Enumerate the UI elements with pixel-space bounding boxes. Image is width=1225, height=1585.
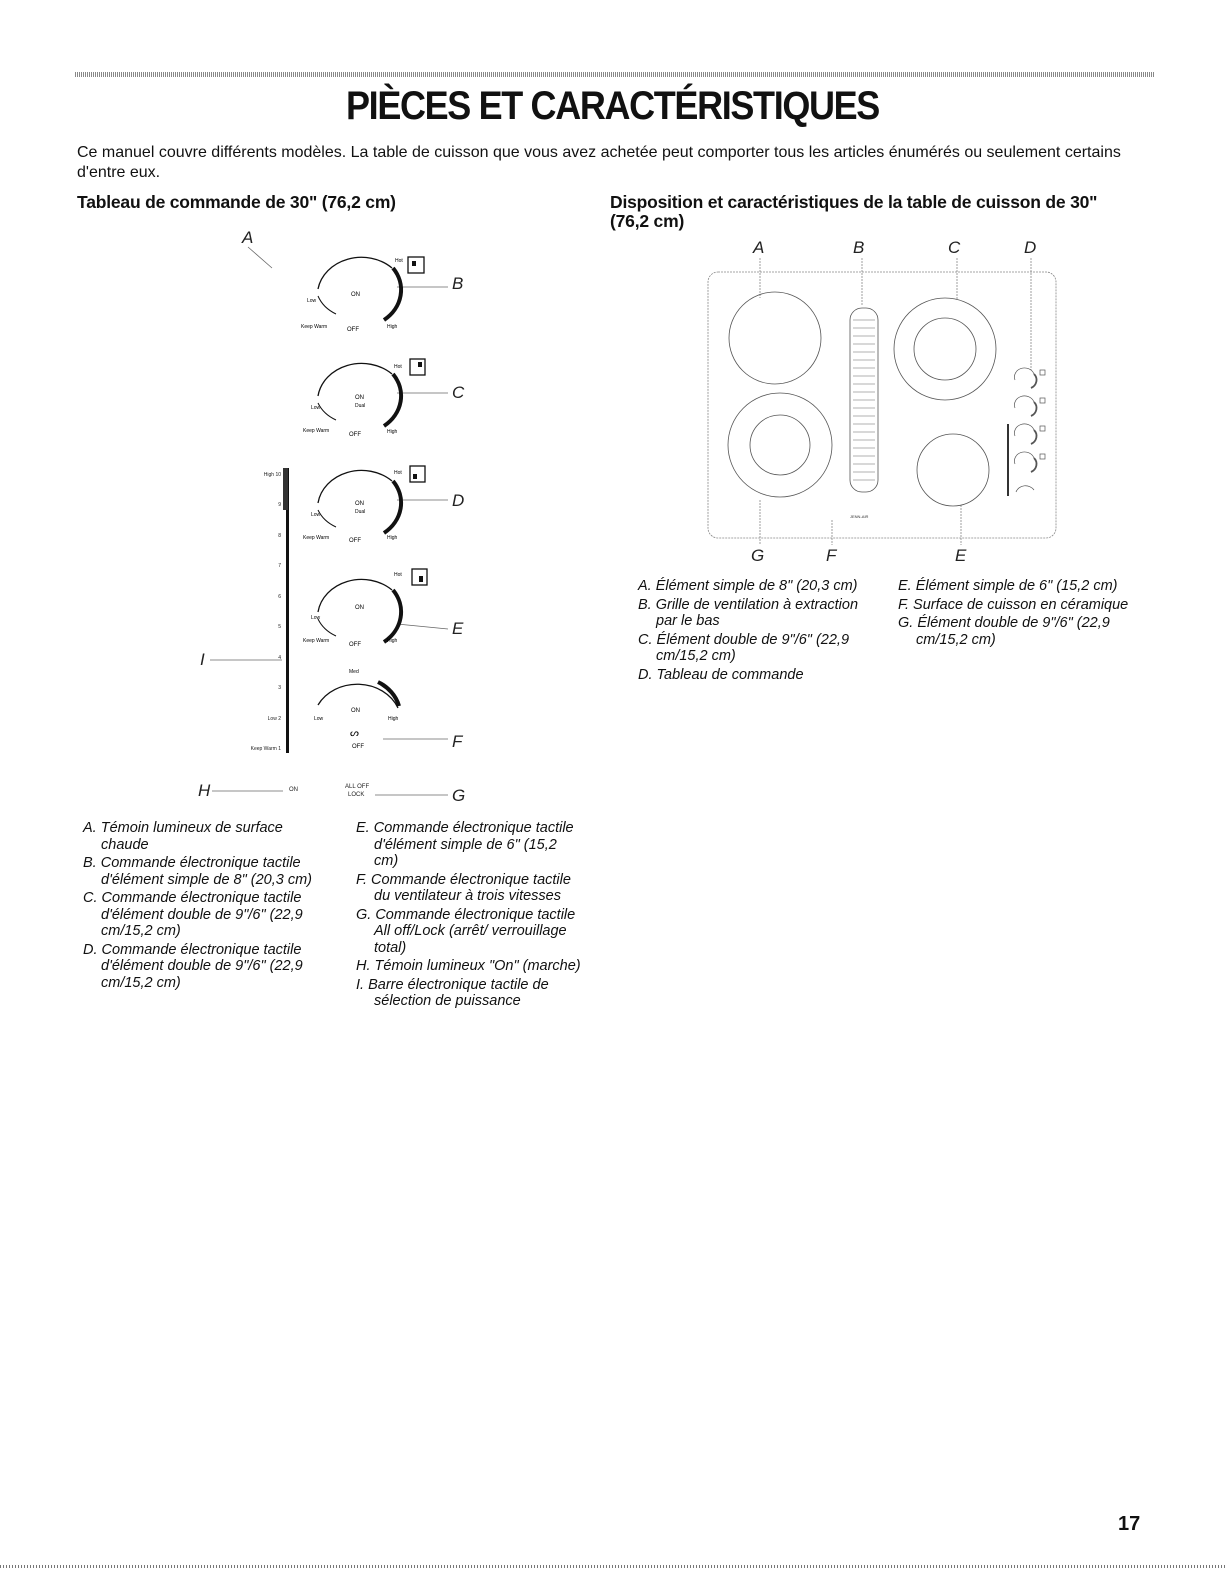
brand-mark: JENN-AIR: [850, 514, 869, 519]
svg-text:Hot: Hot: [394, 572, 402, 578]
legend-item: G. Élément double de 9"/6" (22,9 cm/15,2 cm): [898, 615, 1110, 648]
svg-text:High: High: [387, 429, 398, 435]
svg-text:OFF: OFF: [349, 432, 361, 438]
element-C-inner: [914, 318, 976, 380]
callout-letters: [198, 228, 465, 805]
svg-text:ALL OFF: ALL OFF: [345, 784, 370, 790]
svg-text:3: 3: [278, 685, 281, 691]
svg-text:High: High: [388, 716, 399, 722]
vent-slats: [853, 320, 875, 480]
page-number: 17: [1118, 1513, 1141, 1535]
legend-item: I. Barre électronique tactile de sélection de puissance: [356, 976, 549, 1009]
svg-text:9: 9: [278, 502, 281, 508]
cooktop-legend-col1: [638, 578, 878, 685]
callout-D: D: [452, 491, 465, 510]
svg-text:Keep Warm: Keep Warm: [303, 428, 330, 434]
page-title: PIÈCES ET CARACTÉRISTIQUES: [346, 84, 879, 128]
callout-E: E: [452, 619, 464, 638]
svg-text:Low 2: Low 2: [267, 716, 281, 722]
cooktop-layout-diagram: [700, 232, 1070, 567]
svg-text:OFF: OFF: [349, 642, 361, 648]
svg-text:High 10: High 10: [263, 472, 281, 478]
legend-item: F. Commande électronique tactile du ventilateur à trois vitesses: [356, 871, 571, 904]
top-rule: [75, 72, 1155, 77]
svg-text:ON: ON: [351, 708, 360, 714]
svg-text:Dual: Dual: [355, 509, 366, 515]
legend-item: D. Commande électronique tactile d'élément double de 9"/6" (22,9 cm/15,2 cm): [83, 941, 303, 991]
svg-text:ON: ON: [355, 395, 364, 401]
bottom-rule: [0, 1565, 1225, 1568]
control-C: [303, 359, 425, 438]
element-E: [917, 434, 989, 506]
svg-text:Low: Low: [311, 615, 321, 621]
element-C-outer: [894, 298, 996, 400]
control-panel-diagram: [170, 222, 500, 812]
leader-lines: [210, 247, 448, 795]
svg-text:High: High: [387, 324, 398, 330]
control-E: [303, 569, 427, 648]
svg-text:LOCK: LOCK: [348, 792, 365, 798]
control-legend-col2: [356, 820, 581, 1012]
element-G-inner: [750, 415, 810, 475]
callout-C: C: [452, 383, 465, 402]
svg-text:ON: ON: [289, 787, 298, 793]
power-bar: [251, 468, 289, 753]
callout-A: A: [242, 228, 254, 247]
cooktop-legend-col2: [898, 578, 1148, 650]
left-section-heading: Tableau de commande de 30" (76,2 cm): [77, 192, 396, 212]
cooktop-callout-G: G: [751, 546, 765, 565]
svg-text:7: 7: [278, 563, 281, 569]
cooktop-surface: [708, 272, 1056, 538]
svg-text:ON: ON: [355, 605, 364, 611]
svg-text:Keep Warm: Keep Warm: [301, 324, 328, 330]
svg-text:8: 8: [278, 533, 281, 539]
control-D: [303, 466, 425, 544]
cooktop-callout-B: B: [853, 238, 865, 257]
svg-text:Low: Low: [311, 512, 321, 518]
svg-text:Med: Med: [349, 669, 359, 675]
svg-text:Hot: Hot: [394, 470, 402, 476]
legend-item: G. Commande électronique tactile All off/Lock (arrêt/ verrouillage total): [356, 906, 576, 956]
callout-B: B: [452, 274, 464, 293]
cooktop-callout-C: C: [948, 238, 961, 257]
bottom-controls: [289, 784, 369, 798]
svg-text:Hot: Hot: [394, 364, 402, 370]
svg-text:OFF: OFF: [347, 327, 359, 333]
control-F: [314, 669, 399, 750]
callout-F: F: [452, 732, 463, 751]
svg-text:Keep Warm: Keep Warm: [303, 638, 330, 644]
cooktop-callout-A: A: [753, 238, 765, 257]
callout-H: H: [198, 781, 211, 800]
svg-text:OFF: OFF: [349, 538, 361, 544]
cooktop-callout-D: D: [1024, 238, 1037, 257]
right-section-heading: Disposition et caractéristiques de la table de cuisson de 30" (76,2 cm): [610, 192, 1098, 231]
svg-text:OFF: OFF: [352, 744, 364, 750]
legend-item: B. Commande électronique tactile d'élément simple de 8" (20,3 cm): [83, 855, 313, 888]
intro-paragraph: Ce manuel couvre différents modèles. La table de cuisson que vous avez achetée peut comporter tous les articles énumérés ou seulement certains d'entre eux.: [77, 144, 1121, 181]
cooktop-callouts: [751, 238, 1036, 565]
legend-item: C. Élément double de 9"/6" (22,9 cm/15,2 cm): [638, 631, 850, 664]
legend-item: D. Tableau de commande: [638, 666, 804, 683]
legend-item: B. Grille de ventilation à extraction par le bas: [638, 596, 859, 629]
svg-text:4: 4: [278, 655, 281, 661]
legend-item: A. Élément simple de 8" (20,3 cm): [638, 578, 858, 594]
svg-text:ON: ON: [355, 501, 364, 507]
svg-text:Keep Warm: Keep Warm: [303, 535, 330, 541]
callout-I: I: [200, 650, 205, 669]
cooktop-callout-E: E: [955, 546, 967, 565]
element-A: [729, 292, 821, 384]
legend-item: E. Élément simple de 6" (15,2 cm): [898, 578, 1118, 594]
svg-text:High: High: [387, 535, 398, 541]
svg-text:Dual: Dual: [355, 403, 366, 409]
cooktop-callout-F: F: [826, 546, 837, 565]
control-legend-col1: [83, 820, 333, 993]
legend-item: H. Témoin lumineux "On" (marche): [356, 958, 581, 974]
legend-item: F. Surface de cuisson en céramique: [898, 596, 1129, 613]
svg-text:High: High: [387, 638, 398, 644]
svg-text:5: 5: [278, 624, 281, 630]
svg-text:ON: ON: [351, 292, 360, 298]
svg-text:6: 6: [278, 594, 281, 600]
svg-text:Hot: Hot: [395, 258, 403, 264]
svg-text:Keep Warm 1: Keep Warm 1: [250, 746, 281, 752]
element-G-outer: [728, 393, 832, 497]
legend-item: E. Commande électronique tactile d'élément simple de 6" (15,2 cm): [356, 820, 574, 869]
mini-control-panel: [1014, 368, 1045, 492]
svg-text:Low: Low: [307, 298, 317, 304]
svg-text:Low: Low: [314, 716, 324, 722]
control-B: [301, 257, 424, 333]
legend-item: C. Commande électronique tactile d'élément double de 9"/6" (22,9 cm/15,2 cm): [83, 890, 303, 939]
callout-G: G: [452, 786, 466, 805]
fan-icon: ᔕ: [350, 728, 359, 739]
svg-text:Low: Low: [311, 405, 321, 411]
legend-item: A. Témoin lumineux de surface chaude: [83, 820, 283, 853]
